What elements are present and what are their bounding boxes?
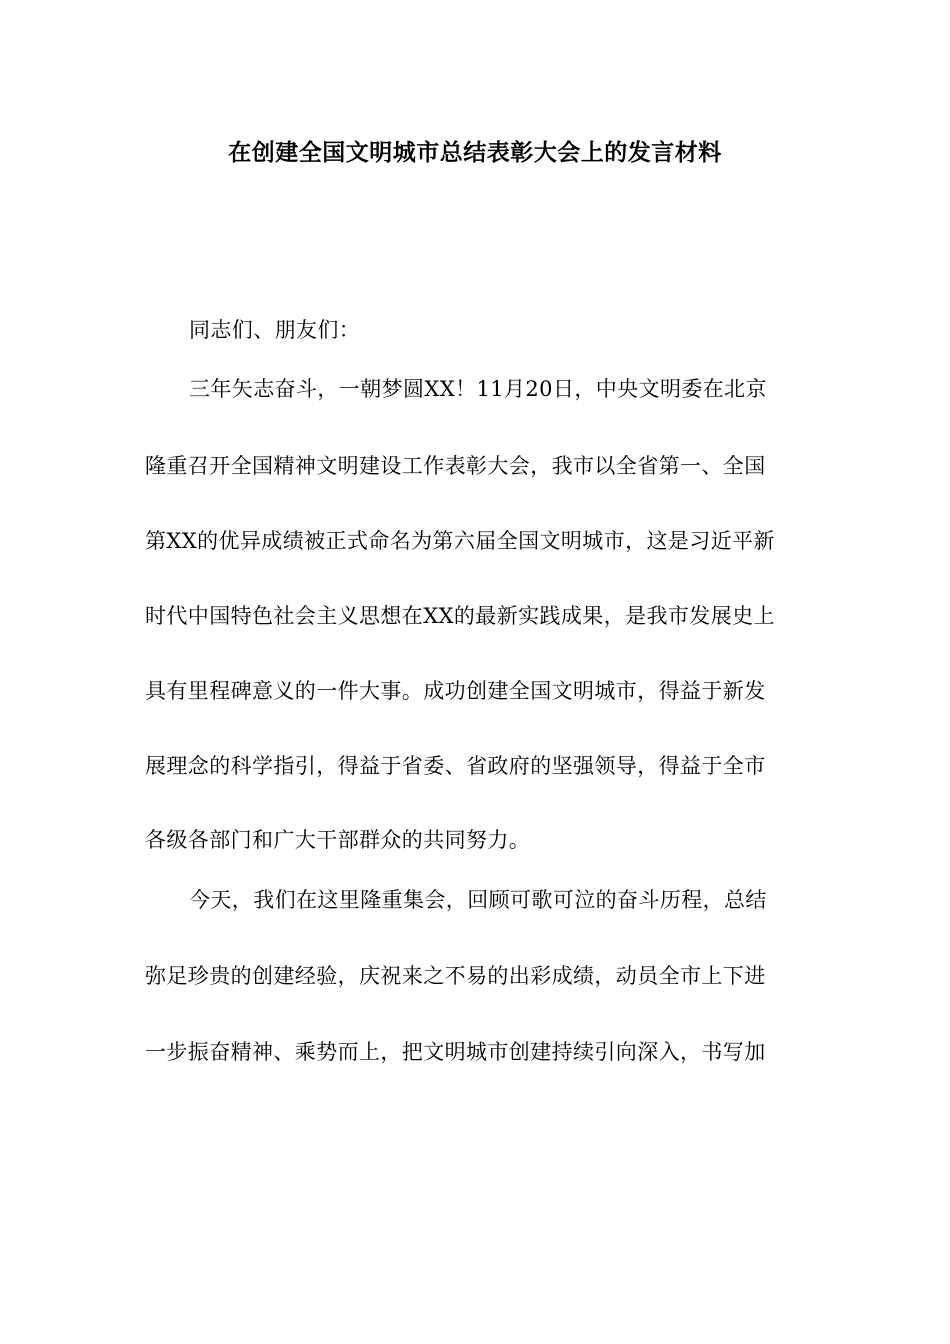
paragraph-2-line-1: 今天，我们在这里隆重集会，回顾可歌可泣的奋斗历程，总结 <box>189 888 767 912</box>
paragraph-1-line-6: 展理念的科学指引，得益于省委、省政府的坚强领导，得益于全市 <box>145 754 766 778</box>
paragraph-2-line-2: 弥足珍贵的创建经验，庆祝来之不易的出彩成绩，动员全市上下进 <box>145 964 766 988</box>
salutation-line: 同志们、朋友们： <box>189 318 361 342</box>
paragraph-1-line-5: 具有里程碑意义的一件大事。成功创建全国文明城市，得益于新发 <box>145 679 766 703</box>
paragraph-1-line-7: 各级各部门和广大干部群众的共同努力。 <box>145 828 531 852</box>
paragraph-1-line-4: 时代中国特色社会主义思想在XX的最新实践成果，是我市发展史上 <box>145 604 775 628</box>
document-title: 在创建全国文明城市总结表彰大会上的发言材料 <box>228 140 722 166</box>
paragraph-2-line-3: 一步振奋精神、乘势而上，把文明城市创建持续引向深入，书写加 <box>145 1040 766 1064</box>
paragraph-1-line-1: 三年矢志奋斗，一朝梦圆XX！11月20日，中央文明委在北京 <box>189 377 767 401</box>
paragraph-1-line-2: 隆重召开全国精神文明建设工作表彰大会，我市以全省第一、全国 <box>145 454 766 478</box>
paragraph-1-line-3: 第XX的优异成绩被正式命名为第六届全国文明城市，这是习近平新 <box>145 529 775 553</box>
